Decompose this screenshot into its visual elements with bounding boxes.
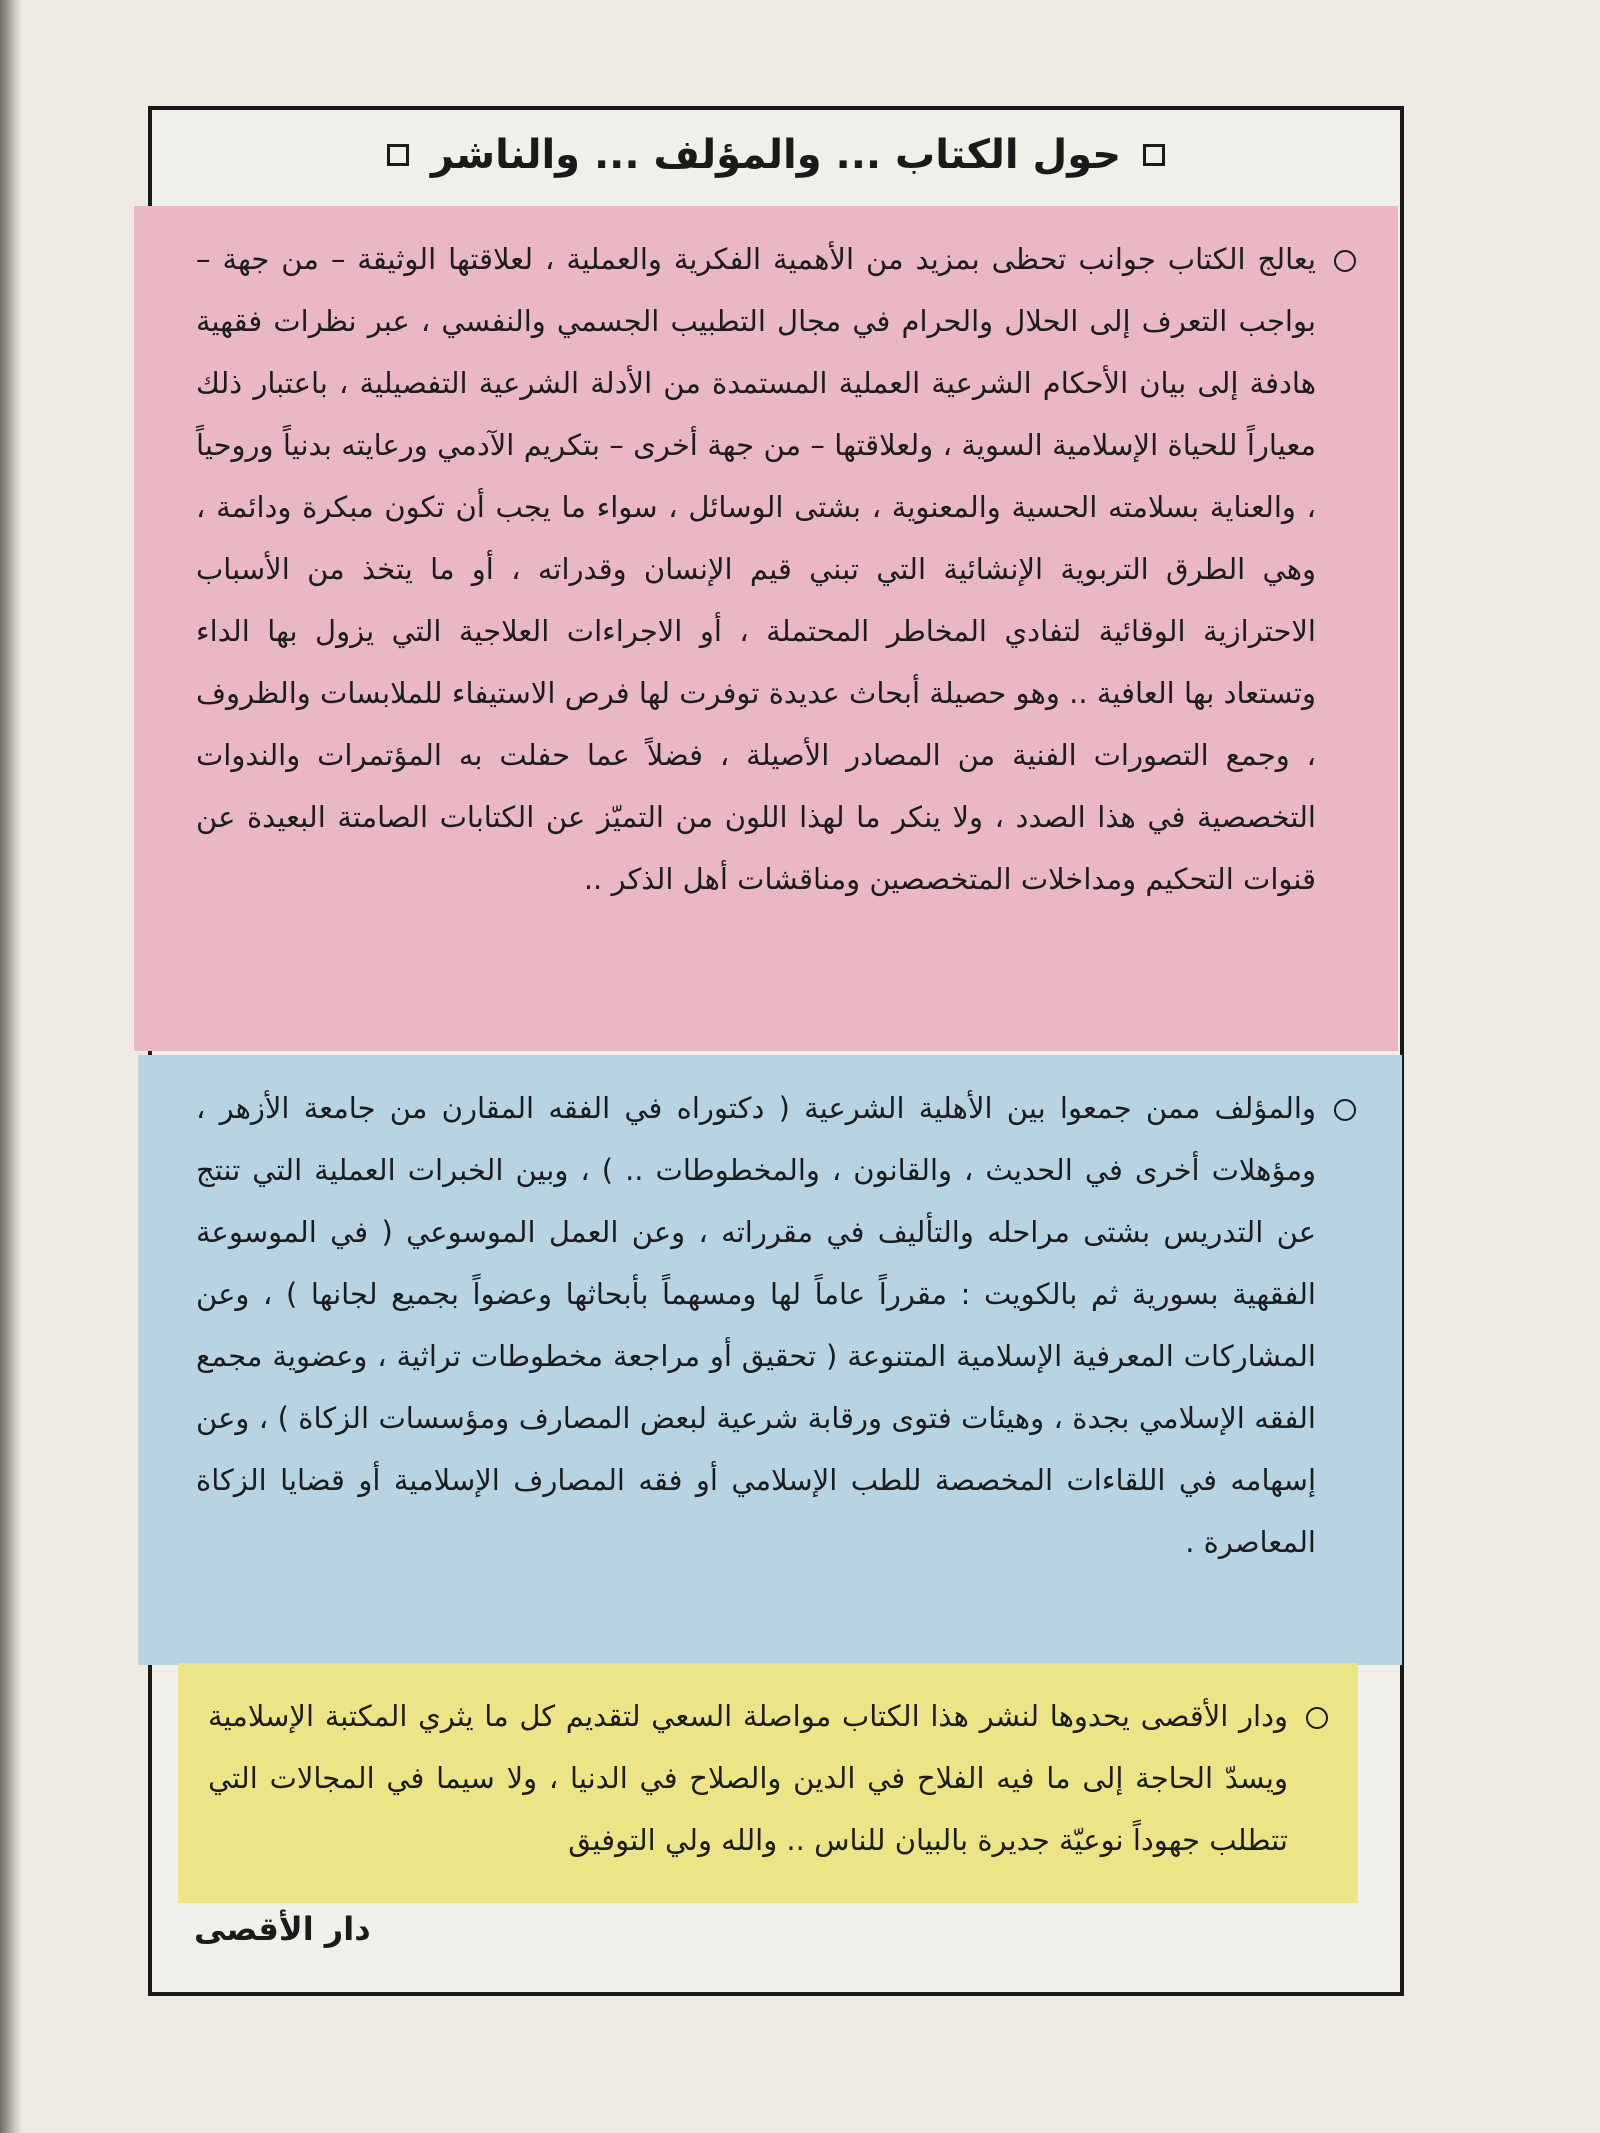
author-paragraph bbox=[196, 1077, 1356, 1573]
circle-bullet-icon bbox=[1306, 1707, 1328, 1729]
publisher-section bbox=[178, 1663, 1358, 1903]
publisher-paragraph bbox=[208, 1685, 1328, 1871]
publisher-paragraph-text: ودار الأقصى يحدوها لنشر هذا الكتاب مواصلة السعي لتقديم كل ما يثري المكتبة الإسلامية ويسدّ الحاجة إلى ما فيه الفلاح في الدين والصلاح في الدنيا ، ولا سيما في المجالات التي تتطلب جهوداً نوعيّة جديرة بالبيان للناس .. والله ولي التوفيق bbox=[208, 1699, 1288, 1857]
circle-bullet-icon bbox=[1334, 250, 1356, 272]
header bbox=[152, 110, 1400, 200]
square-bullet-icon bbox=[387, 144, 409, 166]
author-paragraph-text: والمؤلف ممن جمعوا بين الأهلية الشرعية ( دكتوراه في الفقه المقارن من جامعة الأزهر ، ومؤهلات أخرى في الحديث ، والقانون ، والمخطوطات .. ) ، وبين الخبرات العملية التي تنتج عن التدريس بشتى مراحله والتأليف في مقرراته ، وعن العمل الموسوعي ( في الموسوعة الفقهية بسورية ثم بالكويت : مقرراً عاماً لها ومسهماً بأبحاثها وعضواً بجميع لجانها ) ، وعن المشاركات المعرفية الإسلامية المتنوعة ( تحقيق أو مراجعة مخطوطات تراثية ، وعضوية مجمع الفقه الإسلامي بجدة ، وهيئات فتوى ورقابة شرعية لبعض المصارف ومؤسسات الزكاة ) ، وعن إسهامه في اللقاءات المخصصة للطب الإسلامي أو فقه المصارف الإسلامية أو قضايا الزكاة المعاصرة . bbox=[196, 1091, 1316, 1559]
publisher-signature: دار الأقصى bbox=[194, 1910, 371, 1948]
book-section bbox=[134, 206, 1398, 1051]
page-title: حول الكتاب ... والمؤلف ... والناشر bbox=[430, 132, 1122, 178]
circle-bullet-icon bbox=[1334, 1099, 1356, 1121]
book-paragraph-text: يعالج الكتاب جوانب تحظى بمزيد من الأهمية الفكرية والعملية ، لعلاقتها الوثيقة – من جهة – بواجب التعرف إلى الحلال والحرام في مجال التطبيب الجسمي والنفسي ، عبر نظرات فقهية هادفة إلى بيان الأحكام الشرعية العملية المستمدة من الأدلة الشرعية التفصيلية ، باعتبار ذلك معياراً للحياة الإسلامية السوية ، ولعلاقتها – من جهة أخرى – بتكريم الآدمي ورعايته بدنياً وروحياً ، والعناية بسلامته الحسية والمعنوية ، بشتى الوسائل ، سواء ما يجب أن تكون مبكرة ودائمة ، وهي الطرق التربوية الإنشائية التي تبني قيم الإنسان وقدراته ، أو ما يتخذ من الأسباب الاحترازية الوقائية لتفادي المخاطر المحتملة ، أو الاجراءات العلاجية التي يزول بها الداء وتستعاد بها العافية .. وهو حصيلة أبحاث عديدة توفرت لها فرص الاستيفاء للملابسات والظروف ، وجمع التصورات الفنية من المصادر الأصيلة ، فضلاً عما حفلت به المؤتمرات والندوات التخصصية في هذا الصدد ، ولا ينكر ما لهذا اللون من التميّز عن الكتابات الصامتة البعيدة عن قنوات التحكيم ومداخلات المتخصصين ومناقشات أهل الذكر .. bbox=[196, 242, 1316, 896]
author-section bbox=[138, 1055, 1402, 1665]
info-frame bbox=[148, 106, 1404, 1996]
page-edge-shadow bbox=[0, 0, 22, 2133]
square-bullet-icon bbox=[1143, 144, 1165, 166]
book-paragraph bbox=[196, 228, 1356, 910]
